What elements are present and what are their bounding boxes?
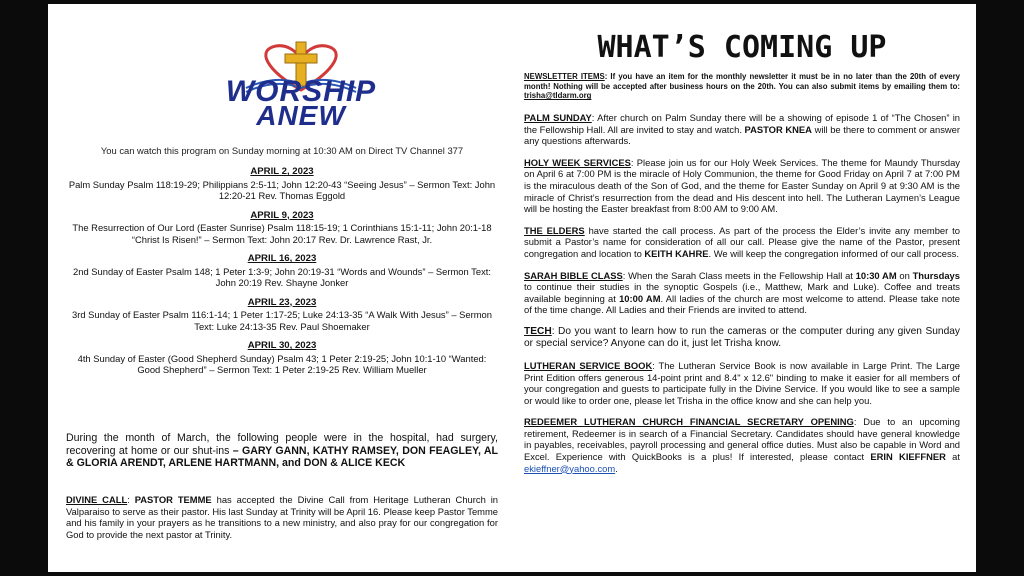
holy-week-text: : Please join us for our Holy Week Services. The theme for Maundy Thursday on April 6 at 7:00 PM is the miracle of Holy Communion, the theme for Good Friday on April 7 at 7:00 PM is the miraculous death of the Son of God, and the theme for Easter Sunday on April 9 at 9:30 AM is the miracle of Christ’s resurrection from the dead and His descent into hell. The Lutheran Laymen’s League will be hosting the Easter breakfast from 8:00 AM to 9:00 AM. <box>524 156 960 215</box>
newsletter-heading: NEWSLETTER ITEMS <box>524 72 605 81</box>
sermon-date: APRIL 23, 2023 <box>247 296 317 308</box>
tech-text: : Do you want to learn how to run the cameras or the computer during any given Sunday or special service? Anyone can do it, just let Trisha know. <box>524 325 960 349</box>
sermon-text: 3rd Sunday of Easter Psalm 116:1-14; 1 Peter 1:17-25; Luke 24:13-35 “A Walk With Jesus” – Sermon Text: Luke 24:13-35 Rev. Paul Shoemaker <box>71 309 492 332</box>
palm-sunday-heading: PALM SUNDAY <box>524 112 592 123</box>
tech-heading: TECH <box>524 325 552 337</box>
divine-call-heading: DIVINE CALL <box>66 494 128 505</box>
fin-end: . <box>615 462 618 474</box>
sermon-entry <box>66 340 498 376</box>
logo-wordmark <box>186 75 416 131</box>
logo-line2: ANEW <box>256 100 346 131</box>
announcements <box>524 112 960 484</box>
divine-call-paragraph: DIVINE CALL: PASTOR TEMME has accepted the Divine Call from Heritage Lutheran Church in Valparaiso to serve as their pastor. His last Sunday at Trinity will be April 16. Please keep Pastor Temme and his family in your prayers as he transitions to a new ministry, and also pray for our congregation for God to provide the next pastor at Trinity. <box>66 494 498 540</box>
sarah-heading: SARAH BIBLE CLASS <box>524 269 623 281</box>
fin-heading: REDEEMER LUTHERAN CHURCH FINANCIAL SECRETARY OPENING <box>524 416 854 428</box>
sarah-text-c: to continue their studies in the synoptic Gospels (i.e., Matthew, Mark and Luke). Coffee and treats available beginning at <box>524 281 960 304</box>
tech-section <box>524 326 960 350</box>
sarah-time-1: 10:30 AM <box>855 269 897 281</box>
newsletter-text: : If you have an item for the monthly newsletter it must be in no later than the 20th of every month! Nothing will be accepted after business hours on the 20th. You can also submit items by emailing them to: <box>524 72 960 91</box>
tv-note: You can watch this program on Sunday morning at 10:30 AM on Direct TV Channel 377 <box>100 145 464 156</box>
palm-sunday-tail: will be there to comment or answer any questions afterwards. <box>524 123 961 147</box>
sarah-bible-class-section <box>524 270 960 316</box>
fin-contact: ERIN KIEFFNER <box>870 451 946 463</box>
elders-text: have started the call process. As part of the process the Elder’s invite any member to submit a Pastor’s name for consideration of all our call. Please give the name of the Pastor, present congregation and location to <box>524 224 960 259</box>
hospital-names: – GARY GANN, KATHY RAMSEY, DON FEAGLEY, AL & GLORIA ARENDT, ARLENE HARTMANN, and DON & ALICE KECK <box>66 444 498 469</box>
palm-sunday-text: : After church on Palm Sunday there will be a showing of episode 1 of “The Chosen” in the Fellowship Hall. All are invited to stay and watch. <box>524 112 960 135</box>
lsb-heading: LUTHERAN SERVICE BOOK <box>524 359 653 371</box>
holy-week-section <box>524 157 960 215</box>
sermon-date: APRIL 16, 2023 <box>247 253 317 264</box>
palm-sunday-pastor: PASTOR KNEA <box>744 123 812 135</box>
fin-text: : Due to an upcoming retirement, Redeemer is in search of a Financial Secretary. Candidates should have general knowledge in payables, receivables, payroll processing and general office duties. Must also be capable in Word and Excel. Experience with QuickBooks is a plus! If interested, please contact <box>524 416 960 463</box>
page-title: WHAT’S COMING UP <box>597 30 887 65</box>
newsletter-page <box>48 4 976 572</box>
sarah-day: Thursdays <box>912 269 960 281</box>
sermon-entry <box>66 297 498 333</box>
sermon-text: The Resurrection of Our Lord (Easter Sunrise) Psalm 118:15-19; 1 Corinthians 15:1-11; John 20:1-18 “Christ Is Risen!” – Sermon Text: John 20:17 Rev. Dr. Lawrence Rast, Jr. <box>72 222 492 245</box>
sermon-schedule <box>66 166 498 384</box>
sarah-text-d: . All ladies of the church are most welcome to attend. Please take note of the time change. All Ladies and their Friends are invited to attend. <box>524 292 960 316</box>
elders-contact: KEITH KAHRE <box>644 247 709 259</box>
elders-tail: . We will keep the congregation informed of our call process. <box>708 247 959 259</box>
elders-heading: THE ELDERS <box>524 224 585 236</box>
hospital-text: During the month of March, the following people were in the hospital, had surgery, recovering at home or our shut-ins <box>66 432 498 457</box>
logo-line1: WORSHIP <box>225 75 377 108</box>
lutheran-service-book-section <box>524 360 960 406</box>
newsletter-email-link[interactable]: trisha@tldarm.org <box>524 91 592 101</box>
lsb-text: : The Lutheran Service Book is now available in Large Print. The Large Print Edition offers generous 14-point print and 8.4" x 12.6" binding to make it easier for all members of your congregation and guests to participate fully in the Divine Service. If you would like to see a sample or would like to order one, please let Trisha in the office know and she can help you. <box>524 359 960 406</box>
sarah-text-b: on <box>899 269 910 281</box>
holy-week-heading: HOLY WEEK SERVICES <box>524 156 631 168</box>
divine-call-text: has accepted the Divine Call from Heritage Lutheran Church in Valparaiso to serve as their pastor. His last Sunday at Trinity will be April 16. Please keep Pastor Temme and his family in your prayers as he transitions to a new ministry, and also pray for our congregation for God to provide the next pastor at Trinity. <box>66 494 498 540</box>
sermon-date: APRIL 2, 2023 <box>250 166 314 177</box>
sermon-text: 4th Sunday of Easter (Good Shepherd Sunday) Psalm 43; 1 Peter 2:19-25; John 10:1-10 “Wanted: Good Shepherd” – Sermon Text: 1 Peter 2:19-25 Rev. William Mueller <box>77 352 487 375</box>
hospital-paragraph <box>66 432 498 470</box>
fin-email-link[interactable]: ekieffner@yahoo.com <box>524 462 616 474</box>
palm-sunday-section <box>524 112 960 147</box>
elders-section <box>524 225 960 260</box>
worship-anew-logo <box>186 40 416 140</box>
divine-call-pastor: PASTOR TEMME <box>134 494 212 505</box>
sermon-entry <box>66 253 498 289</box>
newsletter-items-note <box>524 72 960 101</box>
sermon-entry <box>66 210 498 246</box>
sarah-time-2: 10:00 AM <box>619 292 661 304</box>
sermon-text: 2nd Sunday of Easter Psalm 148; 1 Peter 1:3-9; John 20:19-31 “Words and Wounds” – Sermon Text: John 20:19 Rev. Shayne Jonker <box>73 265 491 288</box>
fin-at: at <box>952 451 960 463</box>
financial-secretary-section <box>524 416 960 474</box>
sermon-date: APRIL 9, 2023 <box>250 209 314 221</box>
sermon-text: Palm Sunday Psalm 118:19-29; Philippians 2:5-11; John 12:20-43 “Seeing Jesus” – Sermon Text: John 12:20-21 Rev. Thomas Eggold <box>68 178 496 201</box>
sermon-entry <box>66 166 498 202</box>
sermon-date: APRIL 30, 2023 <box>247 340 317 351</box>
sarah-text-a: : When the Sarah Class meets in the Fellowship Hall at <box>622 269 853 281</box>
